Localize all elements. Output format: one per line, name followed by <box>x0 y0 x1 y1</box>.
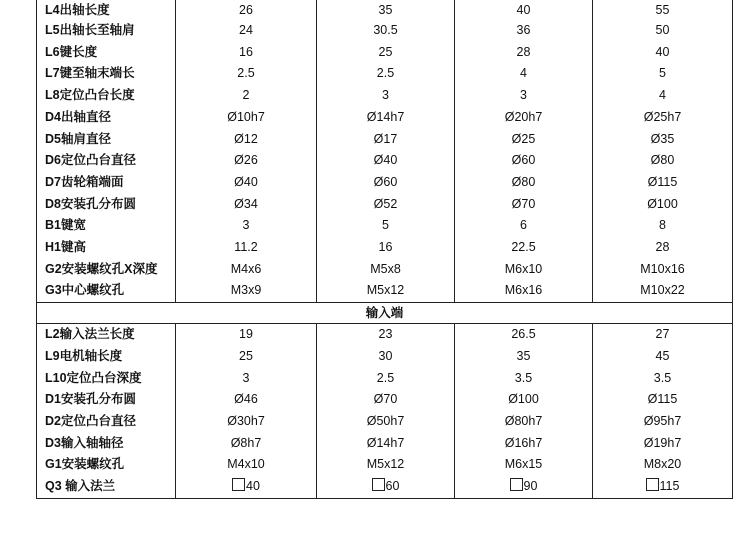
table-cell <box>593 476 733 498</box>
table-cell: Ø34 <box>176 194 317 216</box>
table-cell: Ø100 <box>593 194 733 216</box>
row-label: G3中心螺纹孔 <box>37 280 176 302</box>
table-cell: Ø70 <box>455 194 593 216</box>
table-cell: Ø46 <box>176 389 317 411</box>
table-cell: 2.5 <box>317 63 455 85</box>
row-label: H1键高 <box>37 237 176 259</box>
table-cell: M6x15 <box>455 454 593 476</box>
table-cell: 25 <box>317 42 455 64</box>
table-cell: 2.5 <box>317 368 455 390</box>
table-cell: 40 <box>593 42 733 64</box>
table-cell: Ø80 <box>455 172 593 194</box>
table-cell: Ø40 <box>317 150 455 172</box>
square-icon <box>510 478 523 491</box>
table-cell <box>455 476 593 498</box>
square-icon <box>232 478 245 491</box>
table-cell: Ø14h7 <box>317 433 455 455</box>
table-cell: 8 <box>593 215 733 237</box>
table-cell: 3 <box>176 368 317 390</box>
table-cell: Ø50h7 <box>317 411 455 433</box>
table-row <box>37 324 733 346</box>
table-cell: M4x10 <box>176 454 317 476</box>
table-cell: Ø19h7 <box>593 433 733 455</box>
table-row <box>37 280 733 302</box>
table-cell: Ø25 <box>455 129 593 151</box>
table-cell: M10x16 <box>593 259 733 281</box>
dimension-table <box>36 0 733 499</box>
table-cell: Ø10h7 <box>176 107 317 129</box>
flange-size-value: 90 <box>523 479 538 494</box>
dimension-table-body <box>37 0 733 498</box>
table-cell: 28 <box>593 237 733 259</box>
table-row <box>37 172 733 194</box>
table-cell: Ø17 <box>317 129 455 151</box>
table-cell: 26.5 <box>455 324 593 346</box>
table-cell: M3x9 <box>176 280 317 302</box>
table-cell: 23 <box>317 324 455 346</box>
section-title: 输入端 <box>37 303 733 324</box>
table-cell: 40 <box>455 0 593 20</box>
table-cell: Ø80 <box>593 150 733 172</box>
table-row <box>37 20 733 42</box>
table-cell: 28 <box>455 42 593 64</box>
table-row <box>37 0 733 20</box>
table-cell: Ø30h7 <box>176 411 317 433</box>
table-cell: 27 <box>593 324 733 346</box>
table-cell: 50 <box>593 20 733 42</box>
table-row <box>37 194 733 216</box>
table-row <box>37 150 733 172</box>
table-cell: 30.5 <box>317 20 455 42</box>
table-cell: Ø115 <box>593 172 733 194</box>
table-cell: 5 <box>317 215 455 237</box>
row-label: D6定位凸台直径 <box>37 150 176 172</box>
row-label: B1键宽 <box>37 215 176 237</box>
row-label: G1安装螺纹孔 <box>37 454 176 476</box>
spec-table-sheet <box>36 0 732 499</box>
table-row <box>37 411 733 433</box>
table-row <box>37 129 733 151</box>
table-cell: 16 <box>317 237 455 259</box>
table-cell: Ø80h7 <box>455 411 593 433</box>
table-cell: Ø100 <box>455 389 593 411</box>
table-cell: Ø26 <box>176 150 317 172</box>
table-cell: 3 <box>176 215 317 237</box>
flange-size-value: 115 <box>659 479 680 494</box>
table-cell: Ø52 <box>317 194 455 216</box>
table-row <box>37 237 733 259</box>
table-cell: 4 <box>593 85 733 107</box>
table-cell: 11.2 <box>176 237 317 259</box>
table-cell: Ø60 <box>455 150 593 172</box>
table-cell: Ø35 <box>593 129 733 151</box>
table-cell: Ø14h7 <box>317 107 455 129</box>
table-row <box>37 476 733 498</box>
table-cell: Ø115 <box>593 389 733 411</box>
table-cell: 3.5 <box>593 368 733 390</box>
row-label: L7键至轴末端长 <box>37 63 176 85</box>
table-row <box>37 63 733 85</box>
table-cell: 22.5 <box>455 237 593 259</box>
table-cell: 19 <box>176 324 317 346</box>
table-cell: 26 <box>176 0 317 20</box>
row-label: D2定位凸台直径 <box>37 411 176 433</box>
table-cell: Ø70 <box>317 389 455 411</box>
table-cell: 24 <box>176 20 317 42</box>
row-label: D7齿轮箱端面 <box>37 172 176 194</box>
table-cell: Ø12 <box>176 129 317 151</box>
table-cell: M10x22 <box>593 280 733 302</box>
row-label: Q3 输入法兰 <box>37 476 176 498</box>
flange-size-value: 40 <box>246 479 260 494</box>
table-cell: Ø20h7 <box>455 107 593 129</box>
row-label: D4出轴直径 <box>37 107 176 129</box>
table-row <box>37 454 733 476</box>
table-row <box>37 433 733 455</box>
table-cell <box>176 476 317 498</box>
row-label: D3输入轴轴径 <box>37 433 176 455</box>
table-cell: 4 <box>455 63 593 85</box>
table-cell: 16 <box>176 42 317 64</box>
table-cell: Ø60 <box>317 172 455 194</box>
table-cell: 3 <box>317 85 455 107</box>
table-cell: M6x10 <box>455 259 593 281</box>
table-cell: M5x8 <box>317 259 455 281</box>
table-row <box>37 259 733 281</box>
row-label: D8安装孔分布圆 <box>37 194 176 216</box>
row-label: L8定位凸台长度 <box>37 85 176 107</box>
table-cell: 2 <box>176 85 317 107</box>
flange-size-value: 60 <box>385 479 400 494</box>
table-cell: M6x16 <box>455 280 593 302</box>
table-cell: 45 <box>593 346 733 368</box>
table-cell: Ø40 <box>176 172 317 194</box>
table-cell: Ø16h7 <box>455 433 593 455</box>
square-icon <box>372 478 385 491</box>
row-label: G2安装螺纹孔X深度 <box>37 259 176 281</box>
table-cell: 25 <box>176 346 317 368</box>
table-cell: 5 <box>593 63 733 85</box>
row-label: D1安装孔分布圆 <box>37 389 176 411</box>
square-icon <box>646 478 659 491</box>
table-cell: 6 <box>455 215 593 237</box>
table-cell: M4x6 <box>176 259 317 281</box>
row-label: L5出轴长至轴肩 <box>37 20 176 42</box>
table-row <box>37 346 733 368</box>
table-cell: 55 <box>593 0 733 20</box>
table-cell: M5x12 <box>317 280 455 302</box>
table-cell: 36 <box>455 20 593 42</box>
row-label: L10定位凸台深度 <box>37 368 176 390</box>
table-row <box>37 368 733 390</box>
table-cell <box>317 476 455 498</box>
table-row <box>37 389 733 411</box>
table-cell: 30 <box>317 346 455 368</box>
row-label: L4出轴长度 <box>37 0 176 20</box>
row-label: L2输入法兰长度 <box>37 324 176 346</box>
section-header-row <box>37 303 733 324</box>
table-cell: 3 <box>455 85 593 107</box>
table-row <box>37 215 733 237</box>
row-label: D5轴肩直径 <box>37 129 176 151</box>
table-cell: 3.5 <box>455 368 593 390</box>
table-cell: Ø25h7 <box>593 107 733 129</box>
table-row <box>37 42 733 64</box>
row-label: L9电机轴长度 <box>37 346 176 368</box>
table-row <box>37 85 733 107</box>
table-cell: M8x20 <box>593 454 733 476</box>
table-cell: 35 <box>317 0 455 20</box>
table-cell: 2.5 <box>176 63 317 85</box>
table-cell: M5x12 <box>317 454 455 476</box>
table-cell: 35 <box>455 346 593 368</box>
table-cell: Ø95h7 <box>593 411 733 433</box>
table-cell: Ø8h7 <box>176 433 317 455</box>
table-row <box>37 107 733 129</box>
row-label: L6键长度 <box>37 42 176 64</box>
